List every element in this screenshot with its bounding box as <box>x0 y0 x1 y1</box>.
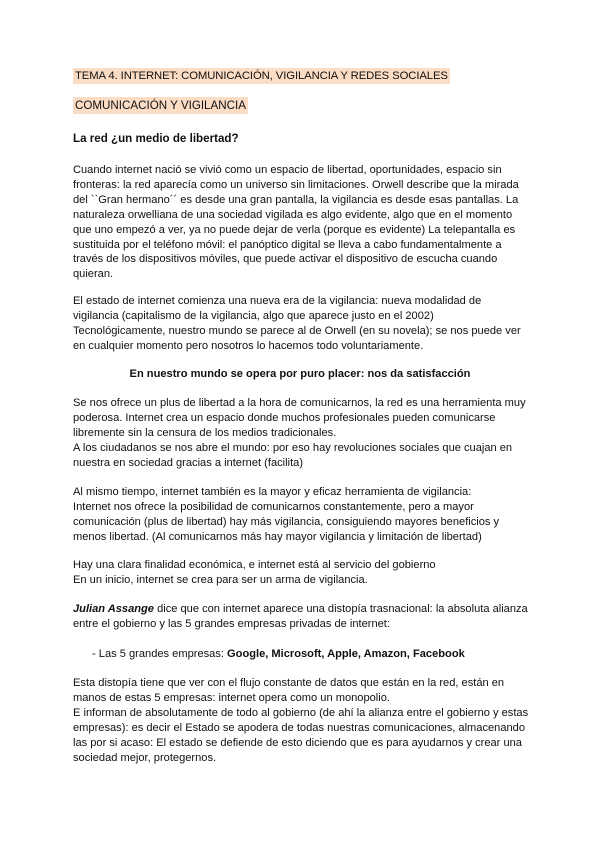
paragraph-3 <box>73 396 533 471</box>
p2-line: El estado de internet comienza una nueva era de la vigilancia: nueva modalidad de <box>73 295 482 307</box>
p6-rest: dice que con internet aparece una distopía trasnacional: la absoluta alianza <box>153 603 528 615</box>
p3-line: nuestra en sociedad gracias a internet (facilita) <box>73 456 304 469</box>
p3-line: poderosa. Internet crea un espacio donde muchos profesionales pueden comunicarse <box>73 411 496 424</box>
p5-line: En un inicio, internet se crea para ser un arma de vigilancia. <box>73 573 368 586</box>
centered-heading: En nuestro mundo se opera por puro placer: nos da satisfacción <box>129 368 471 380</box>
section-heading <box>73 99 248 112</box>
paragraph-7 <box>73 676 533 765</box>
paragraph-2 <box>73 294 533 354</box>
p7-line: E informan de absolutamente de todo al gobierno (de ahí la alianza entre el gobierno y estas <box>73 706 529 719</box>
p4-line: Internet nos ofrece la posibilidad de comunicarnos constantemente, pero a mayor <box>73 500 474 513</box>
p1-line: naturaleza orwelliana de una sociedad vigilada es algo evidente, algo que en el momento <box>73 208 513 221</box>
p4-line: Al mismo tiempo, internet también es la mayor y eficaz herramienta de vigilancia: <box>73 486 472 498</box>
p6-line: entre el gobierno y las 5 grandes empresas privadas de internet: <box>73 617 390 630</box>
assange-name: Julian Assange <box>73 603 154 615</box>
p3-line: A los ciudadanos se nos abre el mundo: por eso hay revoluciones sociales que cuajan en <box>73 441 513 454</box>
companies-bullet <box>92 648 465 660</box>
paragraph-1 <box>73 163 533 282</box>
p7-line: las por si acaso: El estado se defiende de esto diciendo que es para ayudarnos y crear una <box>73 736 522 749</box>
p1-line: fronteras: la red aparecía como un universo sin limitaciones. Orwell describe que la mirada <box>73 178 519 191</box>
p3-line: libremente sin la censura de los medios tradicionales. <box>73 426 337 439</box>
p7-line: empresas): es decir el Estado se apodera de todas nuestras comunicaciones, almacenando <box>73 721 526 734</box>
companies-list: Google, Microsoft, Apple, Amazon, Facebook <box>227 648 465 660</box>
p1-line: sustituida por el teléfono móvil: el panóptico digital se lleva a cabo fundamentalmente a <box>73 238 502 251</box>
topic-heading <box>73 70 450 82</box>
p1-line: través de los dispositivos móviles, que puede activar el dispositivo de escucha cuando <box>73 253 498 266</box>
bullet-prefix: - Las 5 grandes empresas: <box>92 648 228 660</box>
p2-line: Tecnológicamente, nuestro mundo se parece al de Orwell (en su novela); se nos puede ver <box>73 324 521 337</box>
p2-line: en cualquier momento pero nosotros lo hacemos todo voluntariamente. <box>73 339 424 352</box>
paragraph-5 <box>73 558 533 588</box>
p1-line: Cuando internet nació se vivió como un espacio de libertad, oportunidades, espacio sin <box>73 164 502 176</box>
p1-line: que uno empezó a ver, ya no puede dejar de verla (porque es evidente) La telepantalla es <box>73 223 516 236</box>
p1-line: quieran. <box>73 268 114 281</box>
p4-line: comunicación (plus de libertad) hay más vigilancia, consiguiendo mayores beneficios y <box>73 515 500 528</box>
paragraph-6 <box>73 602 533 632</box>
p3-line: Se nos ofrece un plus de libertad a la hora de comunicarnos, la red es una herramienta muy <box>73 397 526 409</box>
p7-line: manos de estas 5 empresas: internet opera como un monopolio. <box>73 691 390 704</box>
p1-line: del ``Gran hermano´´ es desde una gran pantalla, la vigilancia es desde esas pantallas. La <box>73 193 519 206</box>
topic-heading-text: TEMA 4. INTERNET: COMUNICACIÓN, VIGILANCIA Y REDES SOCIALES <box>75 70 448 82</box>
p4-line: menos libertad. (Al comunicarnos más hay mayor vigilancia y limitación de libertad) <box>73 530 482 543</box>
p7-line: Esta distopía tiene que ver con el flujo constante de datos que están en la red, están en <box>73 677 505 689</box>
section-heading-text: COMUNICACIÓN Y VIGILANCIA <box>75 99 246 112</box>
p5-line: Hay una clara finalidad económica, e internet está al servicio del gobierno <box>73 559 436 571</box>
paragraph-4 <box>73 485 533 545</box>
p2-line: vigilancia (capitalismo de la vigilancia, algo que aparece justo en el 2002) <box>73 309 434 322</box>
p7-line: sociedad mejor, protegernos. <box>73 751 217 764</box>
question-heading: La red ¿un medio de libertad? <box>73 132 239 145</box>
p6-line <box>73 602 533 617</box>
